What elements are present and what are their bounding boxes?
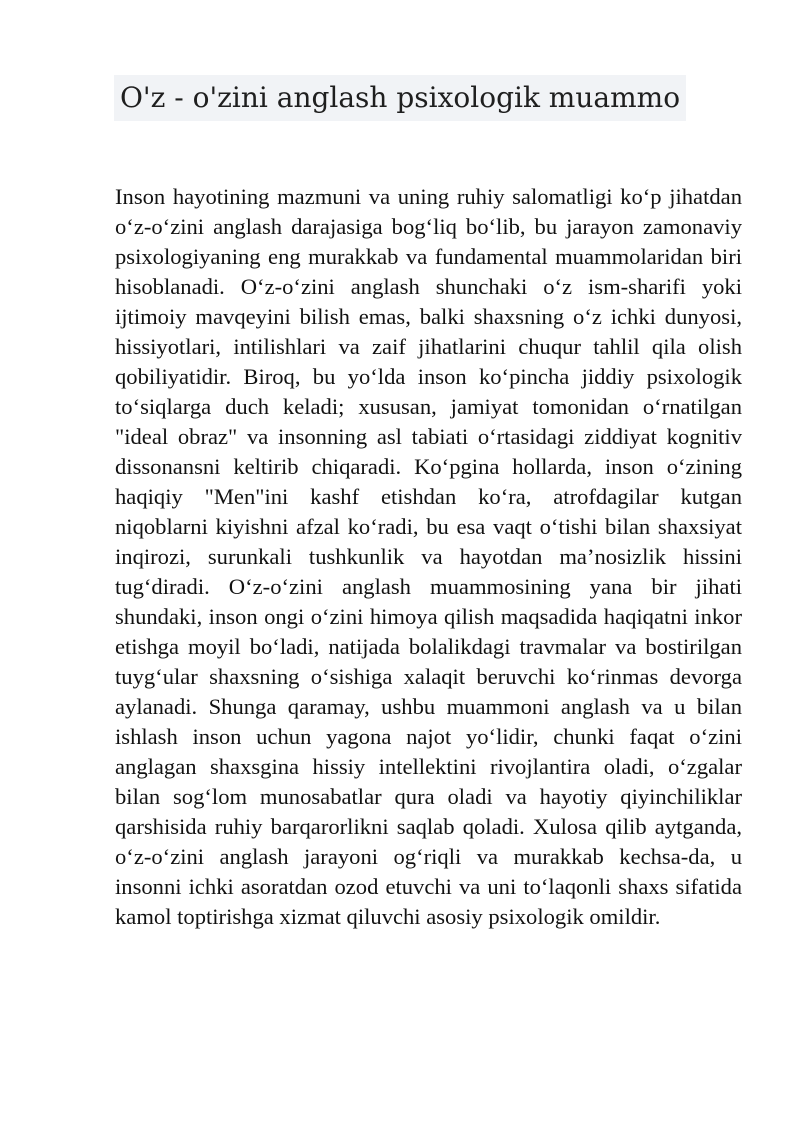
page-title: O'z - o'zini anglash psixologik muammo <box>114 75 686 121</box>
title-container <box>0 75 800 121</box>
body-paragraph: Inson hayotining mazmuni va uning ruhiy salomatligi ko‘p jihatdan o‘z-o‘zini anglash darajasiga bog‘liq bo‘lib, bu jarayon zamonaviy psixologiyaning eng murakkab va fundamental muammolaridan biri hisoblanadi. O‘z-o‘zini anglash shunchaki o‘z ism-sharifi yoki ijtimoiy mavqeyini bilish emas, balki shaxsning o‘z ichki dunyosi, hissiyotlari, intilishlari va zaif jihatlarini chuqur tahlil qila olish qobiliyatidir. Biroq, bu yo‘lda inson ko‘pincha jiddiy psixologik to‘siqlarga duch keladi; xususan, jamiyat tomonidan o‘rnatilgan "ideal obraz" va insonning asl tabiati o‘rtasidagi ziddiyat kognitiv dissonansni keltirib chiqaradi. Ko‘pgina hollarda, inson o‘zining haqiqiy "Men"ini kashf etishdan ko‘ra, atrofdagilar kutgan niqoblarni kiyishni afzal ko‘radi, bu esa vaqt o‘tishi bilan shaxsiyat inqirozi, surunkali tushkunlik va hayotdan ma’nosizlik hissini tug‘diradi. O‘z-o‘zini anglash muammosining yana bir jihati shundaki, inson ongi o‘zini himoya qilish maqsadida haqiqatni inkor etishga moyil bo‘ladi, natijada bolalikdagi travmalar va bostirilgan tuyg‘ular shaxsning o‘sishiga xalaqit beruvchi ko‘rinmas devorga aylanadi. Shunga qaramay, ushbu muammoni anglash va u bilan ishlash inson uchun yagona najot yo‘lidir, chunki faqat o‘zini anglagan shaxsgina hissiy intellektini rivojlantira oladi, o‘zgalar bilan sog‘lom munosabatlar qura oladi va hayotiy qiyinchiliklar qarshisida ruhiy barqarorlikni saqlab qoladi. Xulosa qilib aytganda, o‘z-o‘zini anglash jarayoni og‘riqli va murakkab kechsa-da, u insonni ichki asoratdan ozod etuvchi va uni to‘laqonli shaxs sifatida kamol toptirishga xizmat qiluvchi asosiy psixologik omildir. <box>115 184 742 929</box>
